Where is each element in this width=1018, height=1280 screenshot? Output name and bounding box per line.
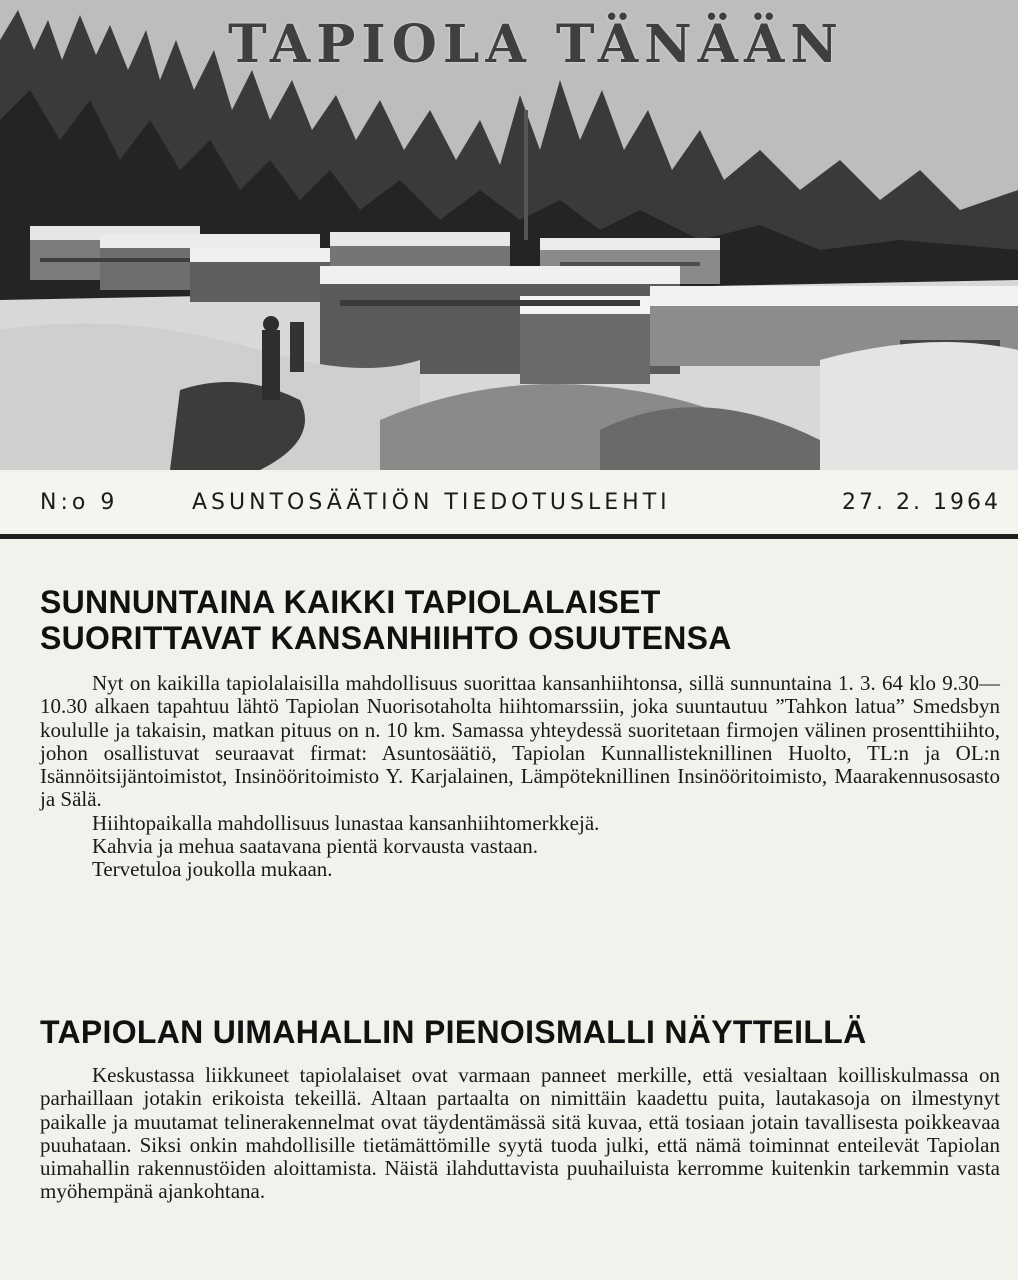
header-rule xyxy=(0,534,1018,539)
article-1-line-badges: Hiihtopaikalla mahdollisuus lunastaa kansanhiihtomerkkejä. xyxy=(92,810,600,835)
issue-date: 27. 2. 1964 xyxy=(842,490,1001,515)
article-swimming-hall xyxy=(40,1014,1000,1204)
article-ski-event xyxy=(40,584,1000,882)
article-1-line-welcome: Tervetuloa joukolla mukaan. xyxy=(92,857,333,882)
article-1-line-coffee: Kahvia ja mehua saatavana pientä korvausta vastaan. xyxy=(92,834,539,859)
issue-strip xyxy=(0,472,1018,530)
publisher-line: ASUNTOSÄÄTIÖN TIEDOTUSLEHTI xyxy=(192,490,671,515)
article-1-body: Nyt on kaikilla tapiolalaisilla mahdollisuus suorittaa kansanhiihtonsa, sillä sunnuntaina 1. 3. 64 klo 9.30—10.30 alkaen tapahtuu lähtö Tapiolan Nuorisotaholta hiihtomarssiin, joka suuntautuu ”Tahkon latua” Smedsbyn koululle ja takaisin, matkan pituus on n. 10 km. Samassa yhteydessä suoritetaan firmojen välinen prosenttihiihto, johon osallistuvat seuraavat firmat: Asuntosäätiö, Tapiolan Kunnallisteknillinen Huolto, TL:n ja OL:n Isännöitsijäntoimistot, Insinööritoimisto Y. Karjalainen, Lämpöteknillinen Insinööritoimisto, Maarakennusosasto ja Sälä. xyxy=(40,671,1000,812)
headline-line-1: SUNNUNTAINA KAIKKI TAPIOLALAISET xyxy=(40,584,661,620)
article-2-body: Keskustassa liikkuneet tapiolalaiset ovat varmaan panneet merkille, että vesialtaan koilliskulmassa on parhaillaan jotakin erikoista tekeillä. Altaan partaalta on nimittäin kaadettu puita, lautakasoja on ilmestynyt paikalle ja muutamat telinerakennelmat ovat täydentämässä sitä kuvaa, että tosiaan jotain tavallisesta poikkeavaa puuhataan. Siksi onkin mahdollisille tietämättömille syytä tuoda julki, että nämä toiminnat enteilevät Tapiolan uimahallin rakennustöiden aloittamista. Näistä ilahduttavista puuhailuista kerromme kuitenkin tarkemmin vasta myöhempänä ajankohtana. xyxy=(40,1063,1000,1204)
article-2-headline: TAPIOLAN UIMAHALLIN PIENOISMALLI NÄYTTEILLÄ xyxy=(40,1014,867,1050)
issue-number: N:o 9 xyxy=(40,490,119,515)
masthead-photo xyxy=(0,0,1018,470)
masthead-title: TAPIOLA TÄNÄÄN xyxy=(228,14,844,75)
article-1-headline xyxy=(40,584,1000,656)
headline-line-2: SUORITTAVAT KANSANHIIHTO OSUUTENSA xyxy=(40,620,732,656)
